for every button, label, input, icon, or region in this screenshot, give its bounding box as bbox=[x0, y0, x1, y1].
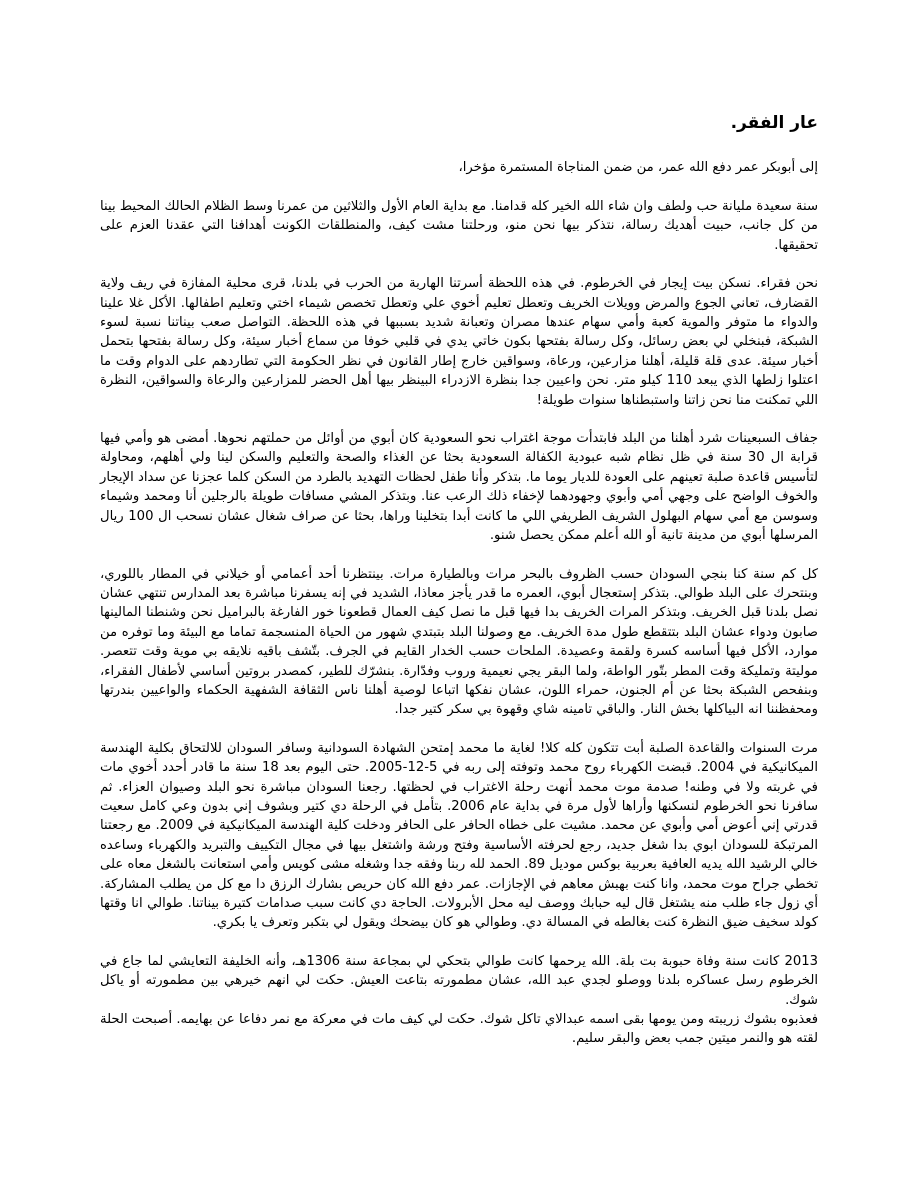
greeting-line: إلى أبوبكر عمر دفع الله عمر، من ضمن المناجاة المستمرة مؤخرا، bbox=[458, 160, 818, 175]
paragraph-thorns: فعذبوه بشوك زريبته ومن يومها بقى اسمه عبدالاي تاكل شوك. حكت لي كيف مات في معركة مع نمر دفاعا عن بهايمه. أصبحت الحلة لقته هو والنمر ميتين جمب بعض والبقر سليم. bbox=[100, 1012, 818, 1047]
paragraph-grandmother-2013: 2013 كانت سنة وفاة حبوبة بت بلة. الله يرحمها كانت طوالي بتحكي لي بمجاعة سنة 1306هـ، وأنه الخليفة التعايشي لما جاع في الخرطوم رسل عساكره بلدنا ووصلو لجدي عبد الله، عشان مطمورته بتاعت العيش. حكت لي انهم خيرهي بين مطمورته أو ياكل شوك. bbox=[100, 953, 818, 1008]
paragraph-visits-home: كل كم سنة كنا بنجي السودان حسب الظروف بالبحر مرات وبالطيارة مرات. بينتظرنا أحد أعمامي أو خيلاني في المطار باللوري، وبنتحرك على البلد طوالي. بتذكر إستعجال أبوي، العمره ما قدر يأجز معاذا، الشديد في إنه يسفرنا مباشرة بعد المدارس تنتهي عشان نصل بلدنا قبل الخريف. وبتذكر المرات الخريف بدا فيها قبل ما نصل كيف العمال قطعونا خور الفارغة بالبراميل نحن وشنطنا المالينها صابون ودواء عشان البلد بتتقطع طول مدة الخريف. مع وصولنا البلد بتبتدي شهور من الحياة المنسجمة تماما مع البيئة وما توفره من موارد، الأكل فيها أساسه كسرة ولقمة وعصيدة. الملحات حسب الخدار القايم في الجرف. بتّشف باقيه نلايقه بي موية وقت تتعصر. موليتة وتمليكة وقت المطر بتّور الواطة، ولما البقر يجي نعيمية وروب وفدّارة. بنشرّك للطير، كمصدر بروتين أساسي لأطفال الفقراء، وبنفحص الشبكة بحثا عن أم الجنون، حمراء اللون، عشان نفكها اتباعا لوصية أهلنا ناس الثقافة الشفهية الحكماء والواعيين بندرتها ومحفظننا انه البياكلها بخش النار. والباقي تامينه شاي وقهوة بي سكر كتير جدا. bbox=[100, 566, 818, 718]
letter-body bbox=[100, 110, 818, 1068]
paragraph-years-passed: مرت السنوات والقاعدة الصلبة أبت تتكون كله كلا! لغاية ما محمد إمتحن الشهادة السودانية وسافر السودان للالتحاق بكلية الهندسة الميكانيكية في 2004. قبضت الكهرباء روح محمد وتوفته إلى ربه في 5-12-2005. حتى اليوم بعد 18 سنة ما قادر أحدد أخوي مات في غربته ولا في وطنه! صدمة موت محمد أنهت رحلة الاغتراب في لحظتها. رجعنا السودان مباشرة نحو البلد وصيوان العزاء. ثم سافرنا نحو الخرطوم لنسكنها وأراها لأول مرة في بداية عام 2006. بتأمل في الرحلة دي كتير وبشوف إني بدون وعي كامل سعيت قدرتي إني أعوض أمي وأبوي عن محمد. مشيت على خطاه الحافر على الحافر ودخلت كلية الهندسة الميكانيكية في 2009. مع رجعتنا المرتبكة للسودان ابوي بدا شغل جديد، رجع لحرفته الأساسية وفتح ورشة واشتغل بيها في مجال التكييف والتبريد والكهرباء وساعده خالي الرشيد الله يديه العافية بعربية بوكس موديل 89. الحمد لله ربنا وفقه جدا وشغله مشى كويس وأمي استعانت بالشغل معاه على تخطي جراح موت محمد، وانا كنت بهبش معاهم في الإجازات. عمر دفع الله كان حريص بشارك الرزق دا مع كل من يطلب المشاركة. أي زول جاء طلب منه يشتغل قال ليه حبابك ووصف ليه محل الأبرولات. الحاجة دي كانت سبب صدامات كتيرة بيناتنا. طوالي انا وقتها كولد سخيف ضيق النظرة كنت بغالطه في المسالة دي. وطوالي هو كان بيضحك ويقول لي بتكبر وتعرف يا بكري. bbox=[100, 740, 819, 931]
paragraph-new-year: سنة سعيدة مليانة حب ولطف وان شاء الله الخير كله قدامنا. مع بداية العام الأول والثلاثين من عمرنا وسط الظلام الحالك المحيط بينا من كل جانب، حبيت أهديك رسالة، نتذكر بيها نحن منو، ورحلتنا مشت كيف، والمنطلقات الكونت أهدافنا التي عقدنا العزم على تحقيقها. bbox=[100, 199, 818, 253]
paragraph-seventies-drought: جفاف السبعينات شرد أهلنا من البلد فابتدأت موجة اغتراب نحو السعودية كان أبوي من أوائل من حملتهم نحوها. أمضى هو وأمي فيها قرابة ال 30 سنة في ظل نظام شبه عبودية الكفالة السعودية بحثا عن الغذاء والصحة والتعليم والسكن لينا ولي أهلهم، ومحاولة لتأسيس قاعدة صلبة تعينهم على العودة للديار يوما ما. بتذكر وأنا طفل لحظات التهديد بالطرد من السكن كلما عجزنا عن سداد الإيجار والخوف الواضح على وجهي أمي وأبوي وجهودهما لإخفاء ذلك الرعب عنا. وبتذكر المشي مسافات طويلة بالرجلين أنا ومحمد وشيماء وسوسن مع أمي سهام البهلول الشريف الطريفي اللي ما كانت أبدا بتخلينا وراها، بحثا عن صراف شغال عشان نسحب ال 100 ريال المرسلها أبوي من مدينة تانية أو الله أعلم ممكن يحصل شنو. bbox=[100, 431, 818, 544]
document-title: عار الفقر. bbox=[730, 113, 818, 133]
paragraph-we-are-poor: نحن فقراء. نسكن بيت إيجار في الخرطوم. في هذه اللحظة أسرتنا الهاربة من الحرب في بلدنا، قرى محلية المفازة في ريف ولاية القضارف، تعاني الجوع والمرض وويلات الخريف وتعطل تعليم أخوي علي وتعطل تخصص شيماء اختي وتعليم اطفالها. الأكل غلا علينا والدواء ما متوفر والموية كعبة وأمي سهام عندها مصران وتعبانة شديد بسببها في هذه اللحظة. التواصل صعب بيناتنا نسبة لسوء الشبكة، فبنخلي لي بعض رسائل، وكل رسالة بفتحها بكون خاتي يدي في قلبي خوفا من سماع أخبار سيئة، وكل رسالة بفتحها بتحمل أخبار سيئة. عدى قلة قليلة، أهلنا مزارعين، ورعاة، وسواقين خارج إطار القانون في نظر الحكومة التي تطاردهم على الدوام وقت ما اعتلوا زلطها الذي يبعد 110 كيلو متر. نحن واعيين جدا بنظرة الازدراء البينظر بيها أهل الحضر للمزارعين والرعاة والسواقين، النظرة اللي تمكنت منا نحن زاتنا واستبطناها سنوات طويلة! bbox=[100, 276, 818, 408]
